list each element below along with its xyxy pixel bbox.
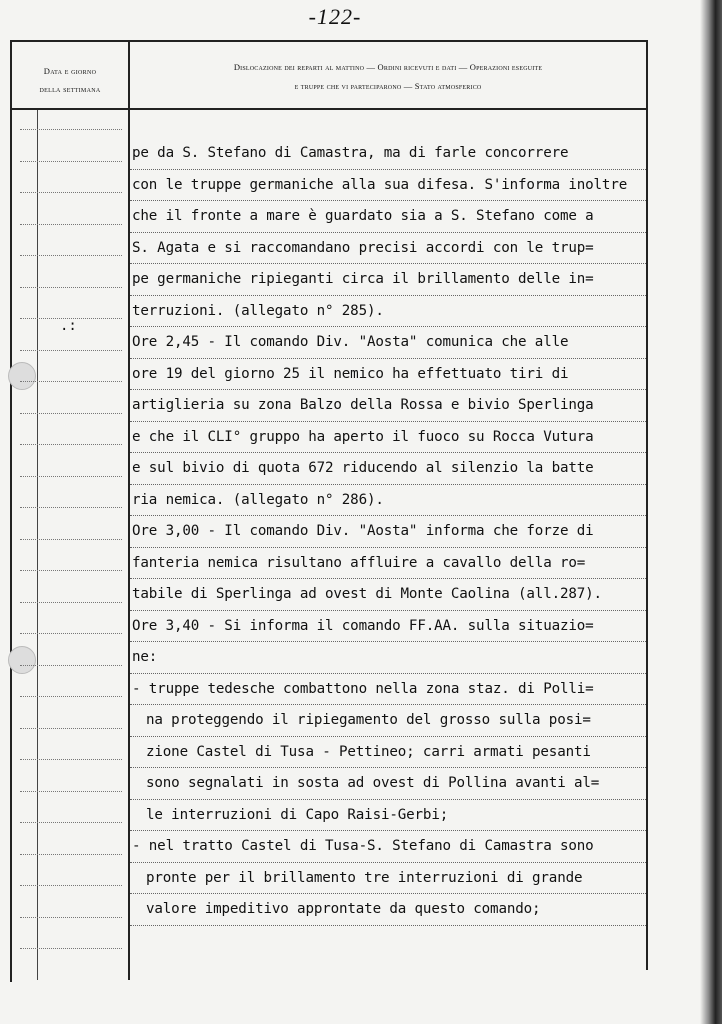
text-line: valore impeditivo approntate da questo comando; [130, 894, 646, 926]
margin-rule [37, 110, 38, 980]
text-line: Ore 3,00 - Il comando Div. "Aosta" informa che forze di [130, 516, 646, 548]
date-column-rule [20, 727, 122, 729]
table-frame-right [646, 40, 648, 970]
date-column-rule [20, 758, 122, 760]
text-line: che il fronte a mare è guardato sia a S. Stefano come a [130, 201, 646, 233]
date-column-rule [20, 128, 122, 130]
date-column-rule [20, 506, 122, 508]
text-line: terruzioni. (allegato n° 285). [130, 296, 646, 328]
date-column-rule [20, 380, 122, 382]
date-column-rule [20, 286, 122, 288]
text-line: - nel tratto Castel di Tusa-S. Stefano di Camastra sono [130, 831, 646, 863]
text-line: fanteria nemica risultano affluire a cavallo della ro= [130, 548, 646, 580]
text-line: pe germaniche ripieganti circa il brillamento delle in= [130, 264, 646, 296]
date-column-rule [20, 664, 122, 666]
text-line: na proteggendo il ripiegamento del grosso sulla posi= [130, 705, 646, 737]
date-column-rule [20, 853, 122, 855]
date-column-rule [20, 569, 122, 571]
punch-hole [8, 362, 36, 390]
text-line: artiglieria su zona Balzo della Rossa e bivio Sperlinga [130, 390, 646, 422]
date-column-rule [20, 632, 122, 634]
text-line: e che il CLI° gruppo ha aperto il fuoco su Rocca Vutura [130, 422, 646, 454]
column-header-date [12, 62, 128, 98]
text-line: S. Agata e si raccomandano precisi accordi con le trup= [130, 233, 646, 265]
scan-edge-shadow [700, 0, 722, 1024]
text-line: pe da S. Stefano di Camastra, ma di farle concorrere [130, 138, 646, 170]
date-column-rule [20, 538, 122, 540]
text-line: le interruzioni di Capo Raisi-Gerbi; [130, 800, 646, 832]
text-line: ria nemica. (allegato n° 286). [130, 485, 646, 517]
column-header-operations-line2: e truppe che vi parteciparono — Stato atmosferico [294, 81, 482, 91]
date-column-rule [20, 790, 122, 792]
date-column-rule [20, 916, 122, 918]
column-header-operations-line1: Dislocazione dei reparti al mattino — Ordini ricevuti e dati — Operazioni eseguite [233, 62, 543, 72]
text-line: zione Castel di Tusa - Pettineo; carri armati pesanti [130, 737, 646, 769]
text-line: Ore 2,45 - Il comando Div. "Aosta" comunica che alle [130, 327, 646, 359]
date-column-rule [20, 695, 122, 697]
header-divider [10, 108, 648, 110]
date-column-rule [20, 223, 122, 225]
date-column-rule [20, 475, 122, 477]
text-line: pronte per il brillamento tre interruzioni di grande [130, 863, 646, 895]
column-header-operations [134, 58, 642, 96]
text-line: sono segnalati in sosta ad ovest di Pollina avanti al= [130, 768, 646, 800]
column-header-date-line2: della settimana [39, 84, 101, 94]
text-line: e sul bivio di quota 672 riducendo al silenzio la batte [130, 453, 646, 485]
text-line: ore 19 del giorno 25 il nemico ha effettuato tiri di [130, 359, 646, 391]
column-header-date-line1: Data e giorno [43, 66, 97, 76]
margin-mark: .: [60, 318, 77, 334]
date-column-rule [20, 160, 122, 162]
date-column-rule [20, 443, 122, 445]
text-line: con le truppe germaniche alla sua difesa. S'informa inoltre [130, 170, 646, 202]
text-line: tabile di Sperlinga ad ovest di Monte Caolina (all.287). [130, 579, 646, 611]
date-column-rule [20, 349, 122, 351]
date-column-rule [20, 947, 122, 949]
date-column-rule [20, 317, 122, 319]
date-column-rule [20, 412, 122, 414]
date-column-rule [20, 884, 122, 886]
date-column-rule [20, 254, 122, 256]
date-column-rule [20, 821, 122, 823]
text-line: Ore 3,40 - Si informa il comando FF.AA. sulla situazio= [130, 611, 646, 643]
date-column-rule [20, 601, 122, 603]
date-column-rule [20, 191, 122, 193]
punch-hole [8, 646, 36, 674]
page-number: -122- [308, 4, 362, 29]
text-line: ne: [130, 642, 646, 674]
text-line: - truppe tedesche combattono nella zona staz. di Polli= [130, 674, 646, 706]
